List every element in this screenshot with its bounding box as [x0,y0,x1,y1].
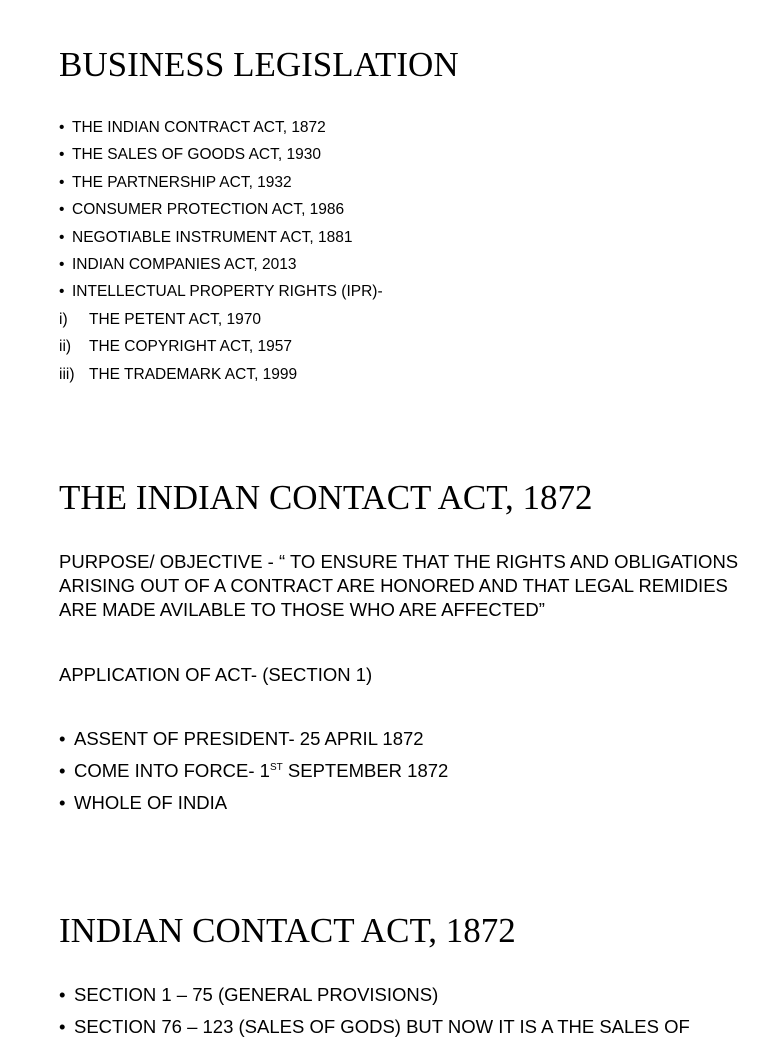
list-item [59,278,383,305]
numbered-item-text: THE TRADEMARK ACT, 1999 [89,365,298,383]
list-item [59,979,690,1011]
bullet-icon: • [59,760,66,781]
list-item-text: SECTION 1 – 75 (GENERAL PROVISIONS) [74,984,439,1005]
slide-title: BUSINESS LEGISLATION [59,45,459,84]
slide-indian-contact-act-sections [0,880,768,1037]
list-item-text: CONSUMER PROTECTION ACT, 1986 [72,201,345,219]
list-item-text: NEGOTIABLE INSTRUMENT ACT, 1881 [72,228,353,246]
list-item-text: THE INDIAN CONTRACT ACT, 1872 [72,119,326,136]
legislation-list [59,114,383,388]
bullet-icon: • [59,984,66,1005]
slide-business-legislation [0,0,768,440]
item-number: iii) [59,365,75,383]
numbered-item [59,333,383,360]
ordinal-suffix: ST [269,762,283,773]
list-item [59,251,383,278]
list-item-text: COME INTO FORCE- 1 [74,760,270,781]
application-heading: APPLICATION OF ACT- (SECTION 1) [59,664,373,685]
list-item-text: ASSENT OF PRESIDENT- 25 APRIL 1872 [74,728,424,749]
list-item-text: WHOLE OF INDIA [74,792,228,813]
application-list [59,723,448,819]
slide-title: INDIAN CONTACT ACT, 1872 [59,911,516,950]
list-item [59,196,383,223]
numbered-item-text: THE COPYRIGHT ACT, 1957 [89,338,292,356]
bullet-icon: • [59,728,66,749]
list-item [59,224,383,251]
purpose-paragraph: PURPOSE/ OBJECTIVE - “ TO ENSURE THAT THE RIGHTS AND OBLIGATIONS ARISING OUT OF A CONTRACT ARE HONORED AND THAT LEGAL REMIDIES ARE MADE AVILABLE TO THOSE WHO ARE AFFECTED” [59,551,739,620]
list-item [59,787,448,819]
bullet-icon: • [59,228,65,246]
list-item [59,141,383,168]
list-item [59,723,448,755]
list-item-text: THE SALES OF GOODS ACT, 1930 [72,146,321,164]
bullet-icon: • [59,792,66,813]
list-item-text: SECTION 76 – 123 (SALES OF GODS) BUT NOW IT IS A THE SALES OF [74,1016,690,1037]
list-item-text: INTELLECTUAL PROPERTY RIGHTS (IPR)- [72,283,383,301]
list-item [59,755,448,787]
bullet-icon: • [59,146,65,164]
bullet-icon: • [59,173,65,191]
item-number: ii) [59,338,72,356]
numbered-item [59,306,383,333]
bullet-icon: • [59,1016,66,1037]
slide-title: THE INDIAN CONTACT ACT, 1872 [59,478,593,517]
item-number: i) [59,310,68,328]
numbered-item-text: THE PETENT ACT, 1970 [89,310,261,328]
bullet-icon: • [59,119,65,136]
list-item [59,114,383,141]
list-item [59,1011,690,1043]
list-item-text: INDIAN COMPANIES ACT, 2013 [72,255,297,273]
slide-indian-contact-act [0,440,768,880]
numbered-item [59,361,383,388]
bullet-icon: • [59,283,65,301]
list-item [59,169,383,196]
list-item-text: THE PARTNERSHIP ACT, 1932 [72,173,292,191]
bullet-icon: • [59,201,65,219]
bullet-icon: • [59,255,65,273]
list-item-text-after: SEPTEMBER 1872 [282,760,449,781]
sections-list [59,979,690,1043]
